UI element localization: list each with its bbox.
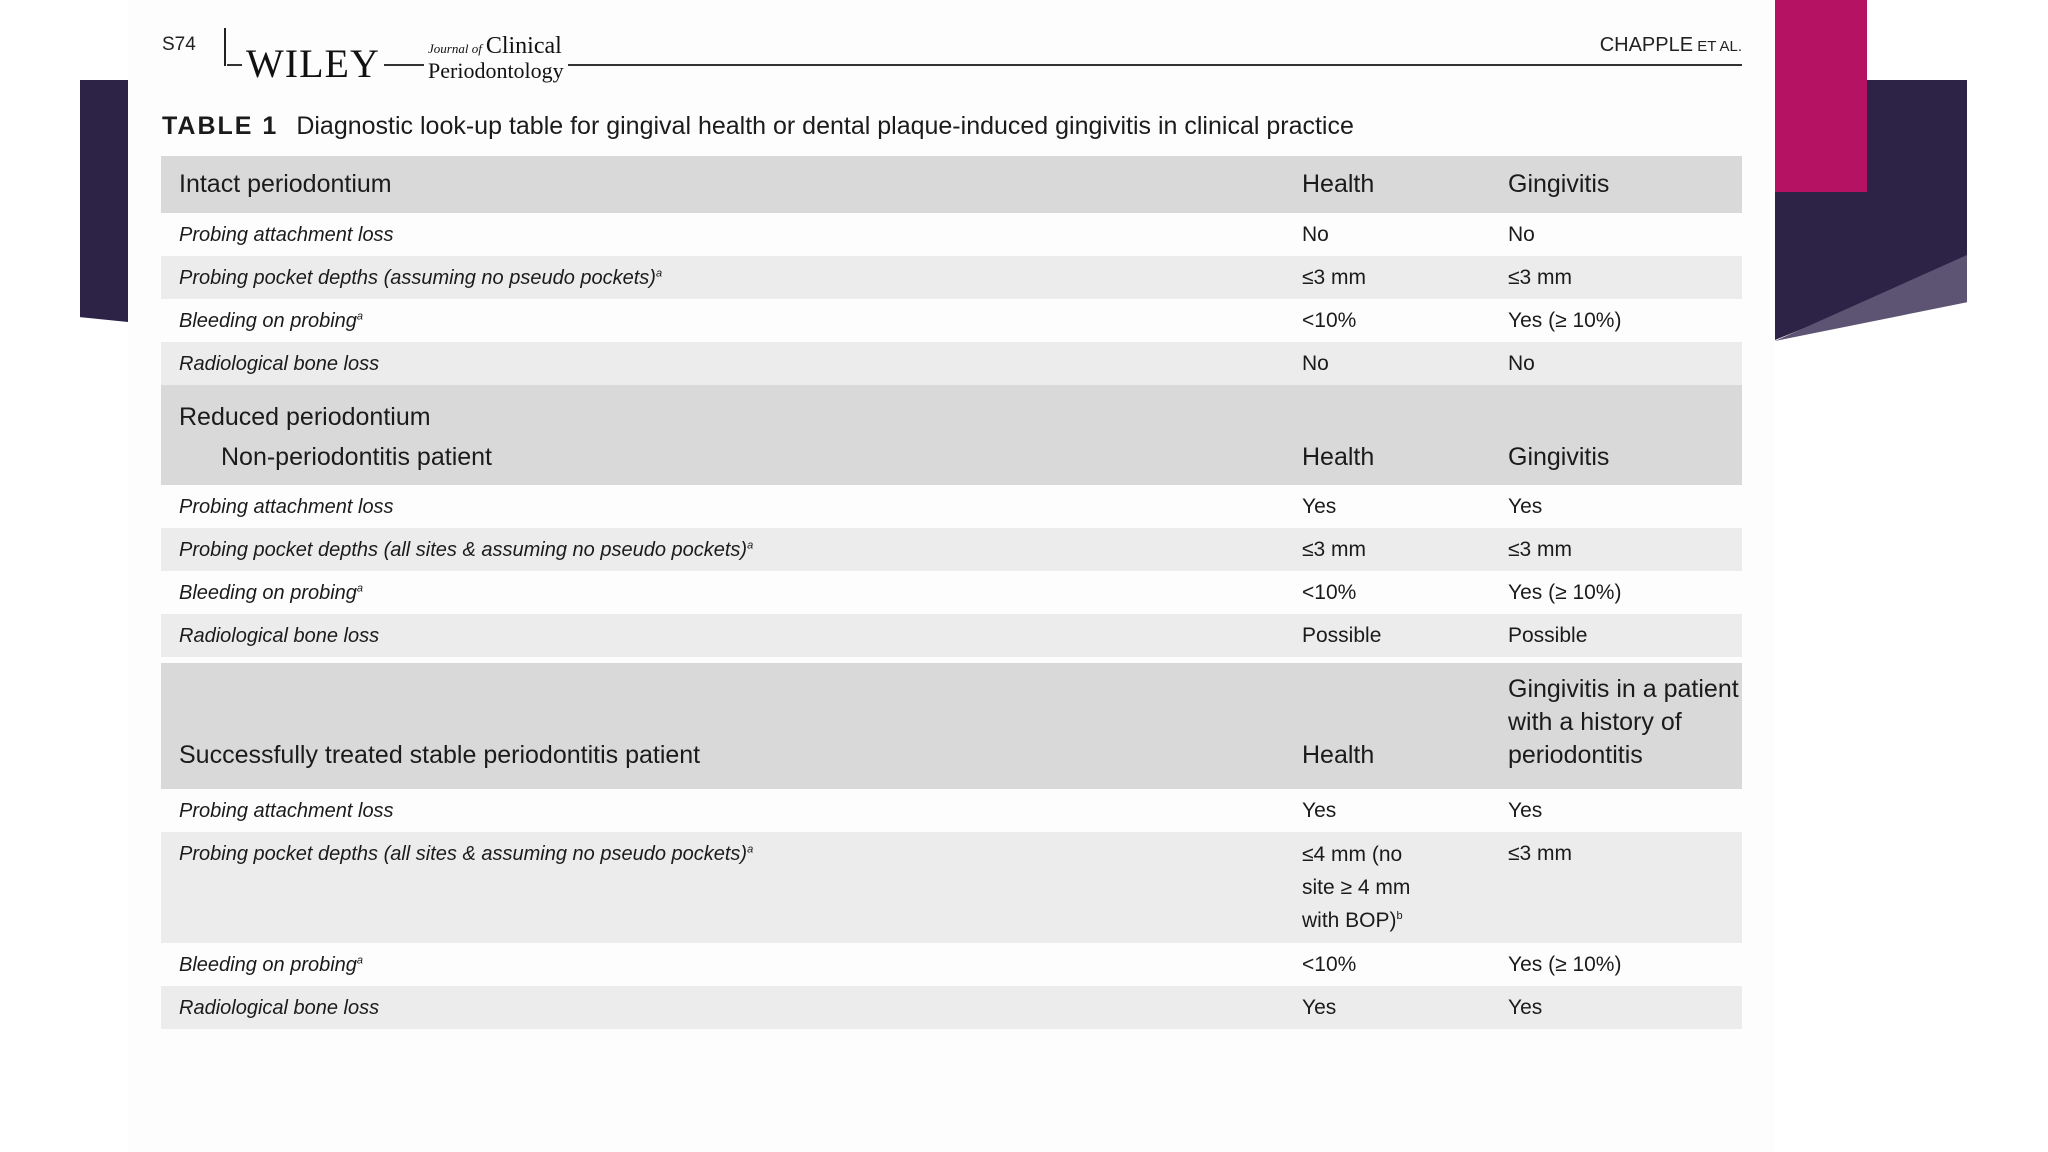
criterion-cell: Probing pocket depths (all sites & assuming no pseudo pockets)$^a$	[179, 843, 754, 865]
page-header	[162, 24, 1742, 100]
table-row	[161, 986, 1742, 1029]
health-value: No	[1302, 352, 1329, 375]
table-row	[161, 213, 1742, 256]
running-head-etal: ET AL.	[1693, 38, 1742, 55]
health-value: ≤3 mm	[1302, 266, 1367, 289]
gingivitis-value: No	[1508, 223, 1535, 246]
page-number: S74	[162, 34, 196, 55]
health-value: <10%	[1302, 953, 1357, 976]
table-row	[161, 571, 1742, 614]
column-header-gingivitis: Gingivitis in a patient with a history of periodontitis	[1508, 675, 1739, 769]
health-value: No	[1302, 223, 1329, 246]
column-header-health: Health	[1302, 170, 1375, 198]
slide-decoration-left	[80, 80, 128, 322]
journal-logo-line1: Journal of	[428, 41, 482, 56]
table-row	[161, 485, 1742, 528]
criterion-cell: Radiological bone loss	[179, 997, 380, 1019]
publisher-logo: WILEY	[242, 42, 384, 86]
health-value: Yes	[1302, 996, 1337, 1019]
gingivitis-value: ≤3 mm	[1508, 842, 1573, 865]
health-value: Yes	[1302, 495, 1337, 518]
running-head	[1596, 34, 1742, 57]
table-row	[161, 299, 1742, 342]
column-header-health: Health	[1302, 741, 1375, 769]
criterion-cell: Bleeding on probing$^a$	[179, 310, 364, 332]
gingivitis-value: Possible	[1508, 624, 1588, 647]
table-row	[161, 256, 1742, 299]
journal-logo-line3: Periodontology	[428, 58, 564, 83]
criterion-cell: Probing pocket depths (assuming no pseudo pockets)$^a$	[179, 267, 663, 289]
section-header-row	[161, 663, 1742, 789]
section-header-row	[161, 156, 1742, 213]
diagnostic-table	[161, 156, 1742, 1029]
criterion-cell: Probing attachment loss	[179, 800, 394, 822]
table-row	[161, 943, 1742, 986]
column-header-gingivitis: Gingivitis	[1508, 170, 1610, 198]
table-row	[161, 342, 1742, 385]
journal-logo	[424, 34, 568, 82]
gingivitis-value: Yes	[1508, 996, 1543, 1019]
column-header-health: Health	[1302, 443, 1375, 471]
section-heading: Successfully treated stable periodontitis patient	[179, 741, 701, 769]
section-heading: Intact periodontium	[179, 170, 392, 198]
criterion-cell: Probing attachment loss	[179, 224, 394, 246]
table-row	[161, 832, 1742, 943]
gingivitis-value: Yes (≥ 10%)	[1508, 581, 1622, 604]
criterion-cell: Probing pocket depths (all sites & assuming no pseudo pockets)$^a$	[179, 539, 754, 561]
health-value: Yes	[1302, 799, 1337, 822]
table-row	[161, 614, 1742, 657]
document-page	[128, 0, 1775, 1152]
health-value: <10%	[1302, 309, 1357, 332]
gingivitis-value: No	[1508, 352, 1535, 375]
health-value: <10%	[1302, 581, 1357, 604]
header-divider	[224, 28, 226, 66]
section-heading: Reduced periodontium	[179, 403, 431, 431]
health-value: ≤3 mm	[1302, 538, 1367, 561]
criterion-cell: Bleeding on probing$^a$	[179, 954, 364, 976]
criterion-cell: Bleeding on probing$^a$	[179, 582, 364, 604]
table-caption-text: Diagnostic look-up table for gingival health or dental plaque-induced gingivitis in clinical practice	[296, 112, 1354, 140]
gingivitis-value: ≤3 mm	[1508, 266, 1573, 289]
criterion-cell: Radiological bone loss	[179, 625, 380, 647]
section-header-row	[161, 385, 1742, 485]
table-label: TABLE 1	[162, 112, 279, 140]
criterion-cell: Radiological bone loss	[179, 353, 380, 375]
section-subheading: Non-periodontitis patient	[221, 443, 492, 471]
table-row	[161, 789, 1742, 832]
column-header-gingivitis: Gingivitis	[1508, 443, 1610, 471]
running-head-author: CHAPPLE	[1599, 34, 1694, 56]
journal-logo-line2: Clinical	[485, 33, 562, 59]
criterion-cell: Probing attachment loss	[179, 496, 394, 518]
health-value: ≤4 mm (no site ≥ 4 mm with BOP)$^b$	[1302, 843, 1411, 932]
table-row	[161, 528, 1742, 571]
gingivitis-value: Yes (≥ 10%)	[1508, 309, 1622, 332]
gingivitis-value: Yes (≥ 10%)	[1508, 953, 1622, 976]
gingivitis-value: ≤3 mm	[1508, 538, 1573, 561]
slide-decoration-pink-bar	[1775, 0, 1867, 192]
health-value: Possible	[1302, 624, 1382, 647]
table-caption	[162, 112, 1354, 141]
gingivitis-value: Yes	[1508, 495, 1543, 518]
gingivitis-value: Yes	[1508, 799, 1543, 822]
